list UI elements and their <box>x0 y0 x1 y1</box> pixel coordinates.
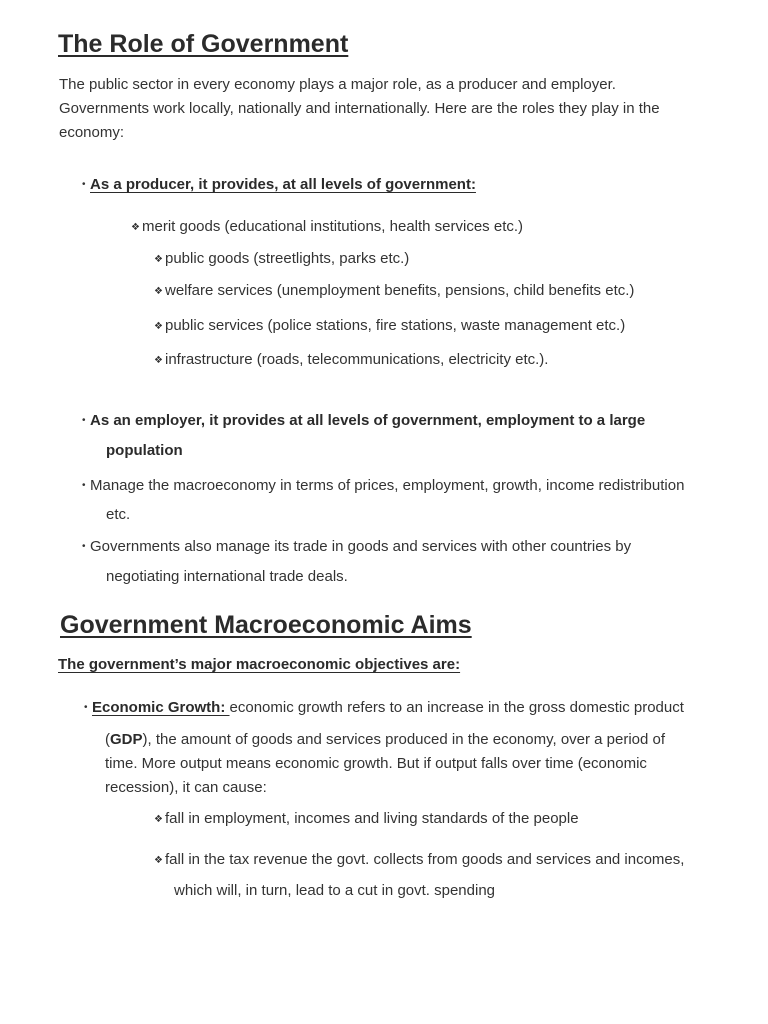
list-item-text: public goods (streetlights, parks etc.) <box>165 250 410 267</box>
intro-paragraph <box>59 73 660 145</box>
intro-line: economy: <box>59 124 125 141</box>
list-item <box>131 218 523 235</box>
diamond-bullet-icon: ❖ <box>131 222 140 233</box>
list-item-text: public services (police stations, fire stations, waste management etc.) <box>165 317 626 334</box>
bullet-icon: • <box>82 179 86 190</box>
bullet-icon: • <box>82 541 86 552</box>
employer-text: As an employer, it provides at all levels of government, employment to a large <box>90 412 646 429</box>
list-item <box>154 317 625 334</box>
diamond-bullet-icon: ❖ <box>154 355 163 366</box>
diamond-bullet-icon: ❖ <box>154 855 163 866</box>
economic-growth-text: economic growth refers to an increase in the gross domestic product <box>229 699 684 716</box>
economic-growth-line: recession), it can cause: <box>105 779 267 796</box>
section-title-macroeconomic-aims: Government Macroeconomic Aims <box>60 611 472 639</box>
employer-text-continued: population <box>106 442 183 459</box>
diamond-bullet-icon: ❖ <box>154 814 163 825</box>
intro-line: Governments work locally, nationally and internationally. Here are the roles they play in the <box>59 100 660 117</box>
list-item-text: infrastructure (roads, telecommunications, electricity etc.). <box>165 351 549 368</box>
list-item <box>154 351 548 368</box>
trade-text: Governments also manage its trade in goods and services with other countries by <box>90 538 632 555</box>
list-item-text: fall in employment, incomes and living standards of the people <box>165 810 579 827</box>
economic-growth-line <box>105 731 665 748</box>
list-item <box>154 851 684 868</box>
bullet-icon: • <box>82 415 86 426</box>
diamond-bullet-icon: ❖ <box>154 321 163 332</box>
producer-heading-text: As a producer, it provides, at all levels of government: <box>90 176 476 193</box>
manage-item <box>82 477 684 494</box>
economic-growth-item <box>84 699 684 716</box>
paren-open: ( <box>105 731 110 748</box>
trade-item <box>82 538 631 555</box>
economic-growth-label: Economic Growth: <box>92 699 230 716</box>
trade-text-continued: negotiating international trade deals. <box>106 568 348 585</box>
intro-line: The public sector in every economy plays a major role, as a producer and employer. <box>59 76 616 93</box>
manage-text-continued: etc. <box>106 506 131 523</box>
list-item-text: fall in the tax revenue the govt. collects from goods and services and incomes, <box>165 851 685 868</box>
objectives-heading: The government’s major macroeconomic objectives are: <box>58 656 461 673</box>
list-item <box>154 282 634 299</box>
section-title-role-of-government: The Role of Government <box>58 30 349 58</box>
diamond-bullet-icon: ❖ <box>154 286 163 297</box>
economic-growth-text: ), the amount of goods and services produced in the economy, over a period of <box>142 731 666 748</box>
gdp-term: GDP <box>110 731 143 748</box>
list-item <box>154 250 409 267</box>
employer-item <box>82 412 645 429</box>
producer-heading <box>82 176 476 193</box>
manage-text: Manage the macroeconomy in terms of prices, employment, growth, income redistribution <box>90 477 685 494</box>
list-item-continued: which will, in turn, lead to a cut in govt. spending <box>174 882 496 899</box>
diamond-bullet-icon: ❖ <box>154 254 163 265</box>
bullet-icon: • <box>82 480 86 491</box>
list-item-text: welfare services (unemployment benefits, pensions, child benefits etc.) <box>165 282 635 299</box>
bullet-icon: • <box>84 702 88 713</box>
list-item <box>154 810 579 827</box>
list-item-text: merit goods (educational institutions, health services etc.) <box>142 218 524 235</box>
economic-growth-line: time. More output means economic growth. But if output falls over time (economic <box>105 755 647 772</box>
